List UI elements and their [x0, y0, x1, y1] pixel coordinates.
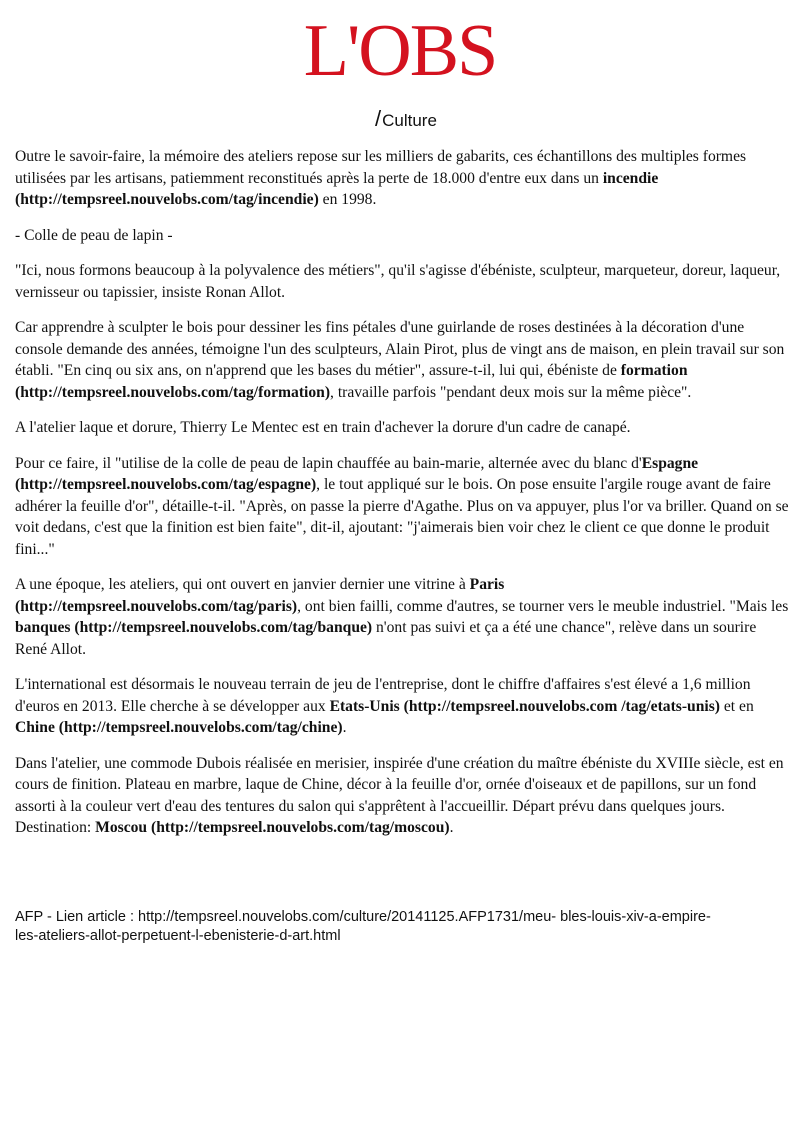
section-label [375, 106, 437, 132]
paragraph-text: en 1998. [318, 191, 377, 208]
paragraph-text: , travaille parfois "pendant deux mois sur la même pièce". [330, 383, 692, 401]
link-etats-unis[interactable]: Etats-Unis (http://tempsreel.nouvelobs.com /tag/etats-unis) [329, 697, 720, 715]
paragraph-text: , ont bien failli, comme d'autres, se tourner vers le meuble industriel. "Mais les [297, 597, 789, 615]
subheading: - Colle de peau de lapin - [15, 226, 173, 244]
source-url-link[interactable]: http://tempsreel.nouvelobs.com/culture/20141125.AFP1731/meu- bles-louis-xiv-a-empire-les-ateliers-allot-perpetuent-l-ebenisterie-d-art.html [15, 909, 711, 944]
obs-logo[interactable]: L'OBS [303, 10, 497, 92]
paragraph-1 [15, 146, 790, 211]
paragraph-text: . [449, 819, 454, 836]
paragraph-text: Car apprendre à sculpter le bois pour dessiner les fins pétales d'une guirlande de roses destinées à la décoration d'une console demande des années, témoigne l'un des sculpteurs, Alain Pirot, plus de vingt ans de maison, en plein travail sur son établi. "En cinq ou six ans, on n'apprend que les bases du métier", assure-t-il, lui qui, ébéniste de [15, 319, 785, 379]
paragraph-text: et en [719, 697, 754, 715]
paragraph-8 [15, 674, 790, 739]
source-separator: : [125, 909, 139, 925]
paragraph-text: Pour ce faire, il "utilise de la colle de peau de lapin chauffée au bain-marie, alternée avec du blanc d' [15, 454, 642, 472]
paragraph-5: A l'atelier laque et dorure, Thierry Le Mentec est en train d'achever la dorure d'un cadre de canapé. [15, 419, 631, 436]
source-label: AFP - Lien article [15, 909, 126, 925]
paragraph-9 [15, 753, 790, 839]
paragraph-7 [15, 574, 790, 660]
section-slash: / [375, 106, 382, 131]
paragraph-text: Outre le savoir-faire, la mémoire des ateliers repose sur les milliers de gabarits, ces échantillons des multiples formes utilisées par les artisans, patiemment reconstitués après la perte de 18.000 d'entre eux dans un [15, 148, 747, 187]
source-footer [15, 908, 715, 946]
paragraph-4 [15, 317, 790, 403]
paragraph-3: "Ici, nous formons beaucoup à la polyvalence des métiers", qu'il s'agisse d'ébéniste, sculpteur, marqueteur, doreur, laqueur, vernisseur ou tapissier, insiste Ronan Allot. [15, 262, 781, 301]
paragraph-text: , le tout appliqué sur le bois. On pose ensuite l'argile rouge avant de faire adhérer la feuille d'or", détaille-t-il. "Après, on passe la pierre d'Agathe. Plus on va appuyer, plus l'or va briller. Quand on se voit dedans, c'est que la finition est bien faite", dit-il, ajoutant: "j'aimerais bien voir chez le client ce que donne le produit fini..." [15, 476, 789, 558]
section-name[interactable]: Culture [382, 111, 437, 130]
paragraph-text: L'international est désormais le nouveau terrain de jeu de l'entreprise, dont le chiffre d'affaires s'est élevé a 1,6 million d'euros en 2013. Elle cherche à se développer aux [15, 676, 751, 715]
link-formation[interactable]: formation (http://tempsreel.nouvelobs.com/tag/formation) [15, 362, 688, 401]
link-incendie[interactable]: incendie (http://tempsreel.nouvelobs.com/tag/incendie) [15, 169, 659, 208]
link-chine[interactable]: Chine (http://tempsreel.nouvelobs.com/tag/chine) [15, 719, 343, 736]
paragraph-text: A une époque, les ateliers, qui ont ouvert en janvier dernier une vitrine à [15, 576, 470, 593]
paragraph-text: Dans l'atelier, une commode Dubois réalisée en merisier, inspirée d'une création du maître ébéniste du XVIIIe siècle, est en cours de finition. Plateau en marbre, laque de Chine, décor à la feuille d'or, ornée d'oiseaux et de papillons, sur un fond assorti à la couleur vert d'eau des tentures du salon qui s'apprêtent à l'accueillir. Départ prévu dans quelques jours. Destination: [15, 754, 784, 836]
link-espagne[interactable]: Espagne (http://tempsreel.nouvelobs.com/tag/espagne) [15, 454, 699, 493]
paragraph-6 [15, 453, 790, 561]
link-banques[interactable]: banques (http://tempsreel.nouvelobs.com/tag/banque) [15, 619, 373, 636]
link-moscou[interactable]: Moscou (http://tempsreel.nouvelobs.com/tag/moscou) [95, 819, 450, 836]
paragraph-text: n'ont pas suivi et ça a été une chance", relève dans un sourire René Allot. [15, 619, 757, 658]
paragraph-text: . [342, 719, 347, 736]
link-paris[interactable]: Paris (http://tempsreel.nouvelobs.com/tag/paris) [15, 576, 505, 615]
article-body [15, 146, 790, 853]
